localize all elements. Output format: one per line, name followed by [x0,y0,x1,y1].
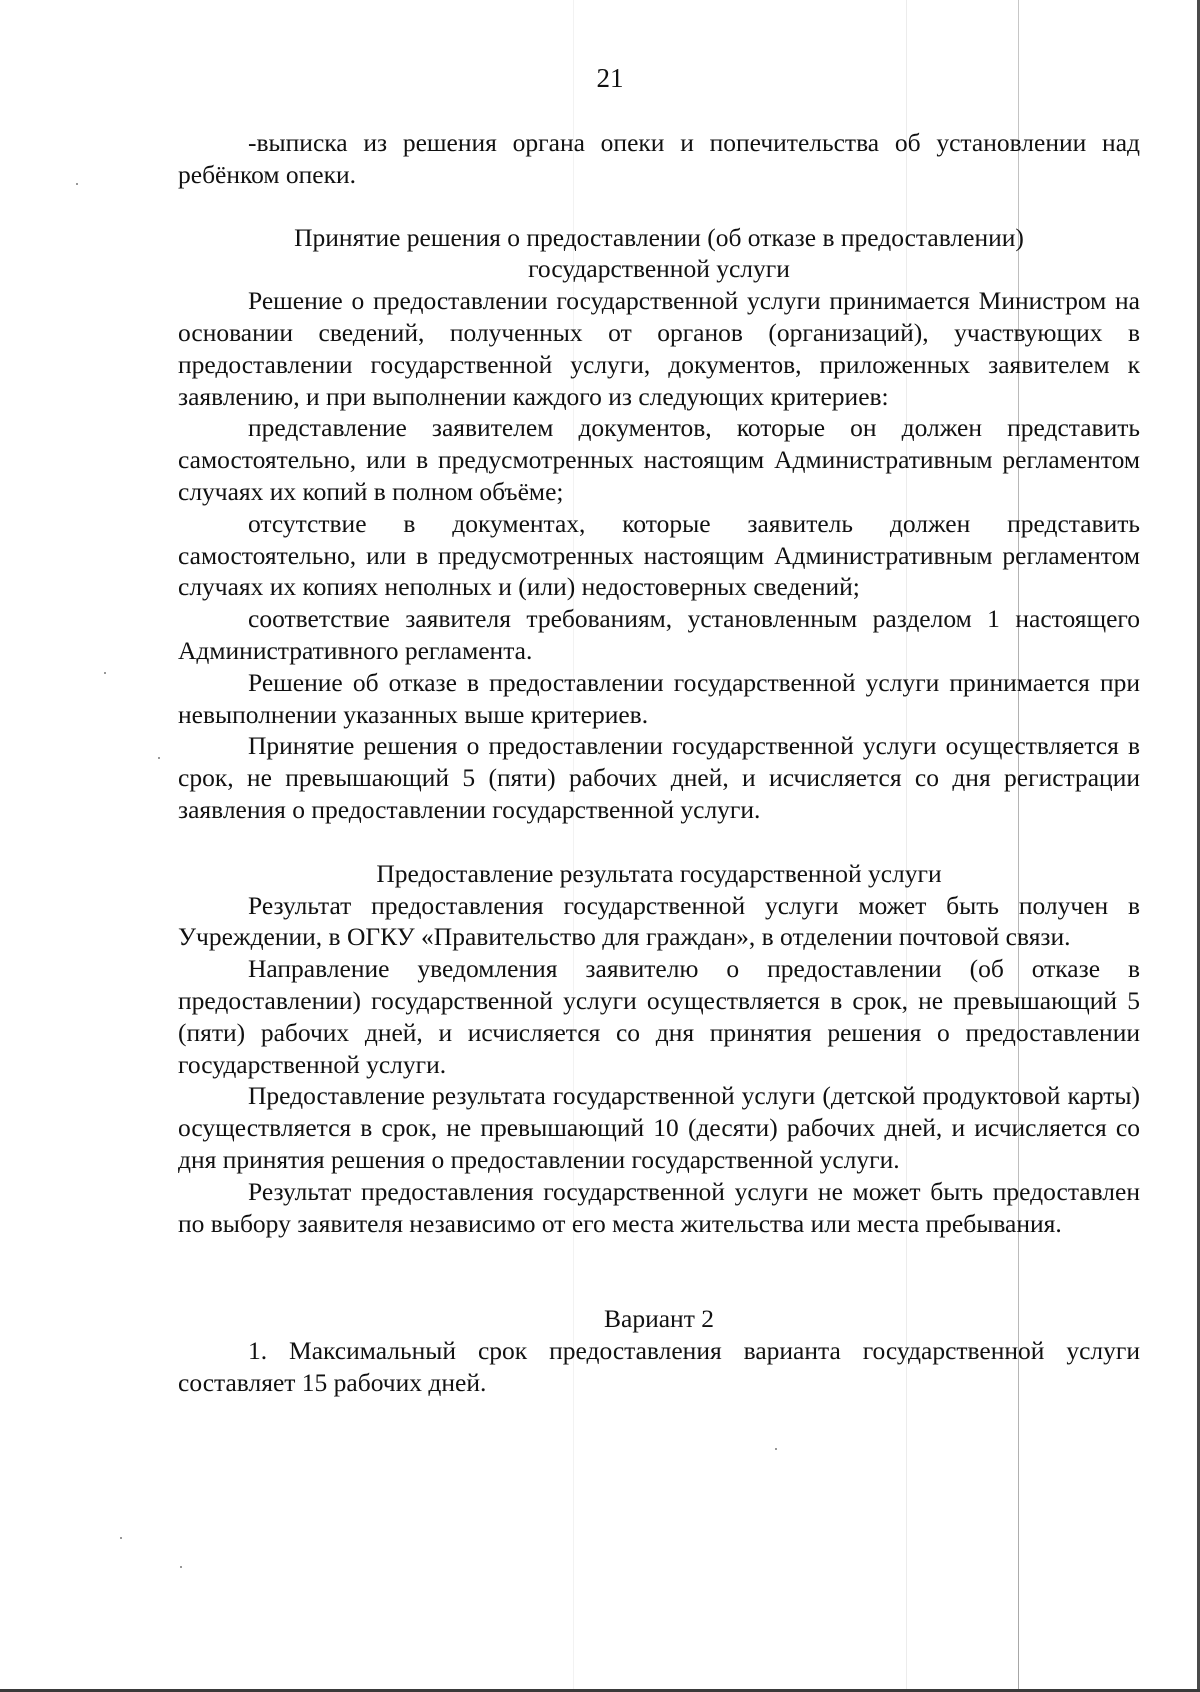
paragraph: Результат предоставления государственной услуги может быть получен в Учреждении, в ОГКУ «Правительство для граждан», в отделении почтовой связи. [178,890,1140,952]
heading-line: государственной услуги [528,254,790,284]
scan-speck [775,1448,777,1450]
scan-speck [180,1566,182,1568]
paragraph: соответствие заявителя требованиям, установленным разделом 1 настоящего Административного регламента. [178,604,1140,665]
section-heading-variant-2: Вариант 2 [604,1304,714,1334]
scan-speck [120,1537,122,1539]
paragraph: Направление уведомления заявителю о предоставлении (об отказе в предоставлении) государственной услуги осуществляется в срок, не превышающий 5 (пяти) рабочих дней, и исчисляется со дня принятия решения о предоставлении государственной услуги. [178,954,1140,1079]
paragraph: Решение о предоставлении государственной услуги принимается Министром на основании сведений, полученных от органов (организаций), участвующих в предоставлении государственной услуги, документов, приложенных заявителем к заявлению, и при выполнении каждого из следующих критериев: [178,286,1140,411]
section-heading-result: Предоставление результата государственной услуги [376,858,942,888]
heading-line: Принятие решения о предоставлении (об отказе в предоставлении) [294,222,1024,252]
paragraph: представление заявителем документов, которые он должен представить самостоятельно, или в предусмотренных настоящим Административным регламентом случаях их копий в полном объёме; [178,413,1140,506]
intro-paragraph: -выписка из решения органа опеки и попечительства об установлении над ребёнком опеки. [178,128,1140,189]
paragraph: Предоставление результата государственной услуги (детской продуктовой карты) осуществляется в срок, не превышающий 10 (десяти) рабочих дней, и исчисляется со дня принятия решения о предоставлении государственной услуги. [178,1081,1140,1174]
scan-speck [104,672,106,674]
paragraph: 1. Максимальный срок предоставления варианта государственной услуги составляет 15 рабочих дней. [178,1336,1140,1397]
section-heading-decision [178,222,1140,286]
page-number [0,62,1200,94]
scan-speck [76,183,78,185]
page-number-text: 21 [596,63,624,93]
paragraph: Результат предоставления государственной услуги не может быть предоставлен по выбору заявителя независимо от его места жительства или места пребывания. [178,1176,1140,1238]
document-body [178,127,1140,1399]
paragraph: Решение об отказе в предоставлении государственной услуги принимается при невыполнении указанных выше критериев. [178,667,1140,729]
scan-speck [158,757,160,759]
paragraph: Принятие решения о предоставлении государственной услуги осуществляется в срок, не превышающий 5 (пяти) рабочих дней, и исчисляется со дня регистрации заявления о предоставлении государственной услуги. [178,731,1140,824]
paragraph: отсутствие в документах, которые заявитель должен представить самостоятельно, или в предусмотренных настоящим Административным регламентом случаях их копиях неполных и (или) недостоверных сведений; [178,508,1140,602]
